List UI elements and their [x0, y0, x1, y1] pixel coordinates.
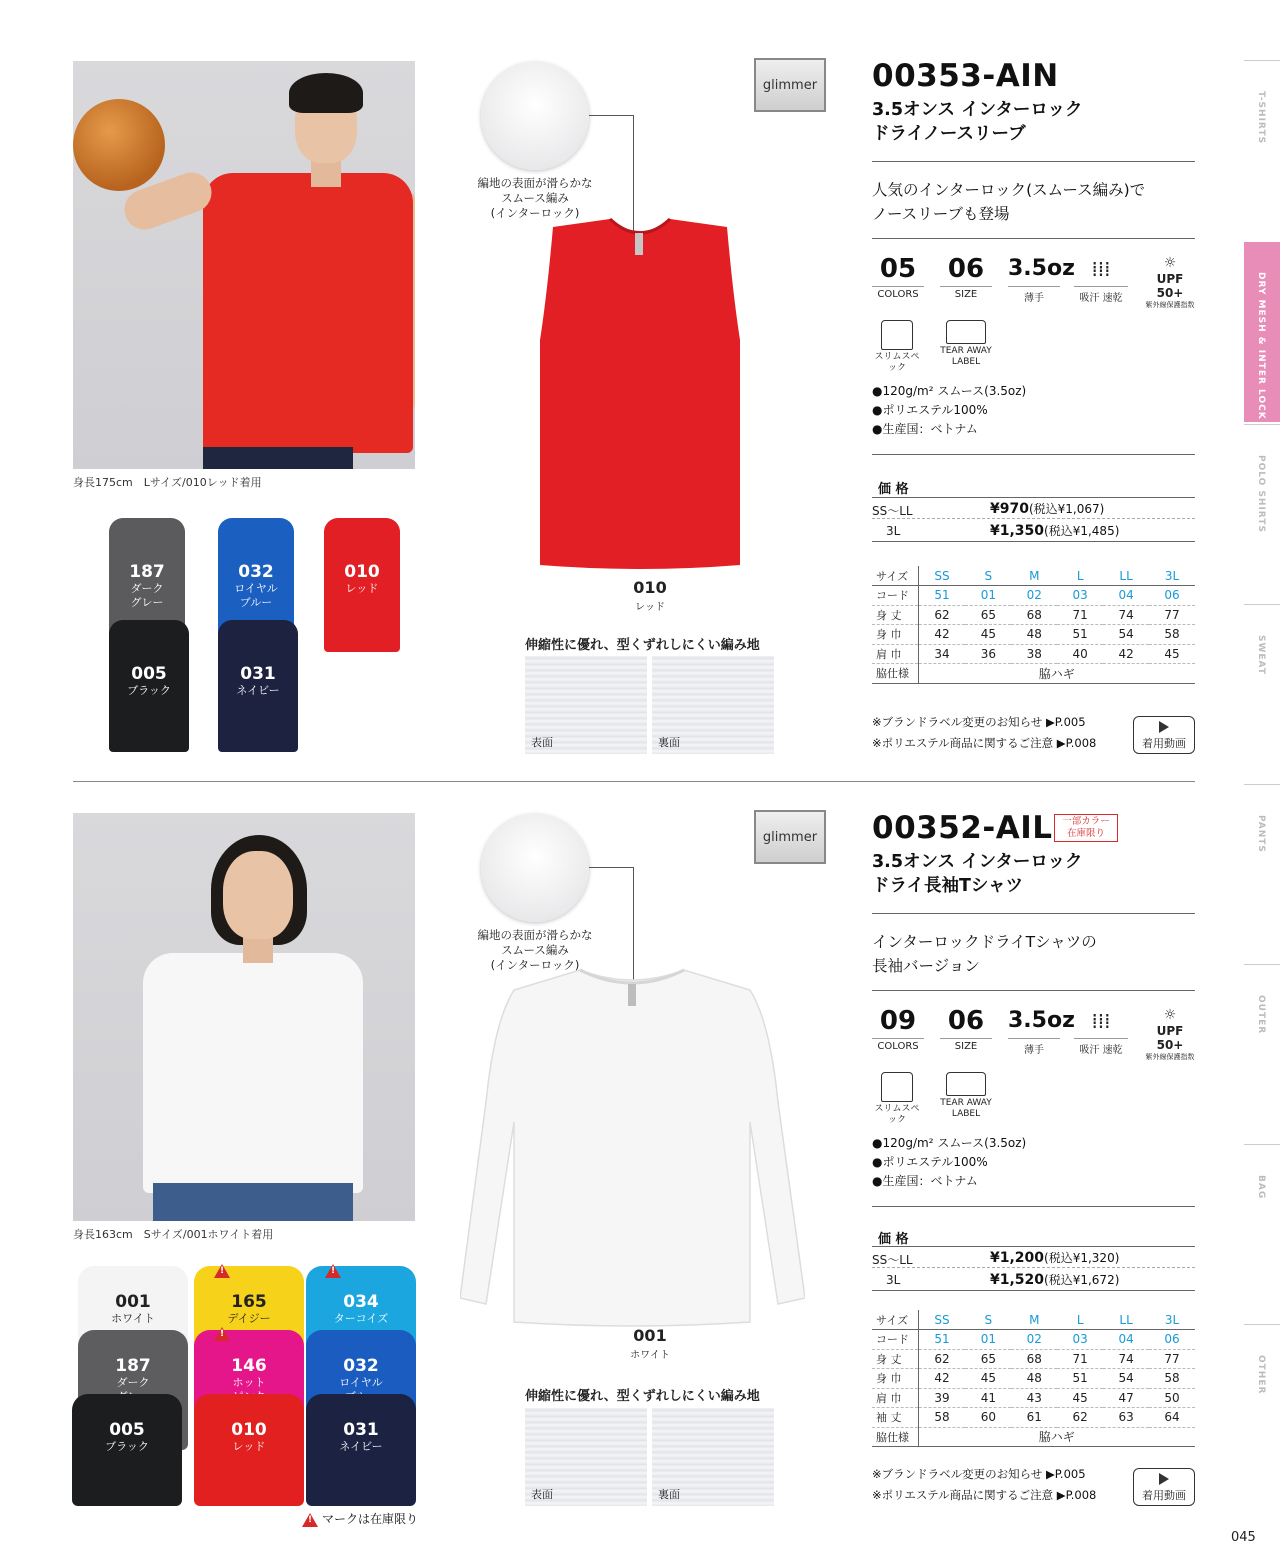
price-value	[990, 1271, 1119, 1288]
size-table-cell: 身 丈	[872, 1349, 918, 1369]
size-table-cell: 77	[1149, 1349, 1195, 1369]
size-table-cell: 68	[1011, 605, 1057, 625]
size-table-cell: 3L	[1149, 566, 1195, 586]
color-swatch[interactable]	[194, 1394, 304, 1506]
size-table-cell: 袖 丈	[872, 1408, 918, 1428]
size-table-cell: 62	[1057, 1408, 1103, 1428]
catch-line: インターロックドライTシャツの	[872, 933, 1097, 951]
size-table-cell: 65	[965, 605, 1011, 625]
size-table	[872, 1310, 1195, 1447]
side-tab-label: BAG	[1256, 1175, 1266, 1200]
size-table-cell: S	[965, 1310, 1011, 1330]
knit-back-image	[652, 656, 774, 754]
main-color-name: レッド	[635, 602, 665, 613]
side-tab-tshirts[interactable]	[1244, 60, 1280, 240]
catch-line: 人気のインターロック(スムース編み)で	[872, 181, 1146, 199]
size-table-cell: 60	[965, 1408, 1011, 1428]
spec-label: SIZE	[940, 1038, 992, 1052]
knit-back-label: 裏面	[658, 1488, 680, 1501]
spec-dry	[1074, 1006, 1128, 1056]
size-table-cell: 42	[918, 1369, 965, 1389]
swatch-code: 031	[240, 664, 276, 684]
side-tab-polo[interactable]	[1244, 424, 1280, 604]
spec-weight	[1008, 254, 1075, 304]
dry-icon: ⁞⁞⁞	[1091, 1009, 1111, 1033]
knit-back-image	[652, 1408, 774, 1506]
divider	[872, 913, 1195, 914]
brand-logo-text: glimmer	[762, 829, 818, 845]
model-jeans	[153, 1183, 353, 1221]
price-heading: 価 格	[878, 1232, 909, 1247]
size-table-cell: LL	[1103, 566, 1149, 586]
size-table-cell: 38	[1011, 644, 1057, 664]
page-number: 045	[1231, 1530, 1256, 1545]
photo-caption: 身長175cm Lサイズ/010レッド着用	[73, 476, 262, 489]
model-hair	[289, 73, 363, 113]
price-size: 3L	[886, 1273, 901, 1287]
size-table-cell: 42	[918, 625, 965, 645]
size-table-cell: S	[965, 566, 1011, 586]
price-row	[872, 520, 1195, 542]
icon-label: スリムスペック	[874, 352, 920, 373]
size-table-cell: サイズ	[872, 566, 918, 586]
fabric-note-line: (インターロック)	[490, 958, 580, 972]
size-table-cell: SS	[918, 1310, 965, 1330]
size-table-cell: 68	[1011, 1349, 1057, 1369]
side-tab-other[interactable]	[1244, 1324, 1280, 1504]
price-amount: ¥1,200	[990, 1250, 1045, 1266]
size-table	[872, 566, 1195, 684]
swatch-code: 005	[109, 1420, 145, 1440]
icon-label: TEAR AWAY LABEL	[940, 1098, 992, 1119]
fabric-closeup-image	[481, 62, 589, 170]
size-table-cell: 肩 巾	[872, 1388, 918, 1408]
size-table-cell: 身 巾	[872, 1369, 918, 1389]
sun-icon: ☼	[1163, 1007, 1177, 1023]
swatch-name: ホワイト	[111, 1312, 155, 1325]
brand-logo-text: glimmer	[762, 77, 818, 93]
size-table-cell: 36	[965, 644, 1011, 664]
fabric-note-line: 編地の表面が滑らかな	[477, 928, 593, 942]
spec-weight	[1008, 1006, 1075, 1056]
spec-colors	[872, 1006, 924, 1052]
side-tab-outer[interactable]	[1244, 964, 1280, 1144]
price-value	[990, 522, 1119, 539]
size-table-cell: 34	[918, 644, 965, 664]
swatch-name: レッド	[345, 582, 379, 595]
fabric-note-line: (インターロック)	[490, 206, 580, 220]
swatch-name: ブラック	[105, 1440, 149, 1453]
size-table-cell: 42	[1103, 644, 1149, 664]
spec-label: 吸汗 速乾	[1074, 286, 1128, 304]
basketball-image	[73, 99, 165, 191]
size-table-cell: M	[1011, 1310, 1057, 1330]
size-table-cell: 61	[1011, 1408, 1057, 1428]
spec-upf	[1142, 1006, 1198, 1062]
bullet: ●ポリエステル100%	[872, 1155, 988, 1169]
swatch-name: ダーク グレー	[130, 582, 164, 609]
price-value	[990, 500, 1104, 517]
side-tab-label: OTHER	[1256, 1355, 1266, 1395]
spec-label: 吸汗 速乾	[1074, 1038, 1128, 1056]
size-table-row	[872, 1349, 1195, 1369]
size-table-cell: 71	[1057, 1349, 1103, 1369]
spec-value: 06	[947, 1006, 985, 1036]
footnote-text: マークは在庫限り	[322, 1512, 419, 1526]
swatch-name: ダーク	[116, 1376, 150, 1389]
swatch-code: 001	[115, 1292, 151, 1312]
size-table-cell: 62	[918, 1349, 965, 1369]
leader-line	[589, 115, 633, 116]
spec-label: 薄手	[1008, 286, 1060, 304]
slim-spec-icon	[872, 320, 922, 374]
size-table-cell: 肩 巾	[872, 644, 918, 664]
catch-line: 長袖バージョン	[872, 957, 980, 975]
product-image-longsleeve	[460, 962, 805, 1332]
product-image-tanktop	[535, 215, 745, 575]
tear-away-label-icon	[936, 1072, 996, 1120]
bullet: ●120g/m² スムース(3.5oz)	[872, 384, 1027, 398]
price-tax: (税込¥1,672)	[1044, 1273, 1120, 1287]
size-table-cell: 50	[1149, 1388, 1195, 1408]
color-swatch[interactable]	[218, 620, 298, 752]
model-longsleeve	[143, 953, 363, 1193]
divider	[872, 1206, 1195, 1207]
knit-title: 伸縮性に優れ、型くずれしにくい編み地	[525, 1389, 760, 1404]
size-table-cell: 63	[1103, 1408, 1149, 1428]
note-link[interactable]: ※ブランドラベル変更のお知らせ ▶P.005	[872, 1467, 1086, 1481]
swatch-code: 010	[231, 1420, 267, 1440]
size-table-cell: 03	[1057, 586, 1103, 606]
size-table-row	[872, 605, 1195, 625]
size-table-row	[872, 664, 1195, 684]
price-amount: ¥970	[990, 501, 1029, 517]
divider	[872, 454, 1195, 455]
price-amount: ¥1,350	[990, 523, 1045, 539]
spec-value: 05	[879, 254, 917, 284]
swatch-name: ロイヤル ブルー	[234, 582, 278, 609]
video-button-label: 着用動画	[1142, 737, 1186, 750]
notes	[872, 712, 1096, 754]
size-table-cell: 48	[1011, 1369, 1057, 1389]
spec-sizes	[940, 254, 992, 300]
swatch-code: 165	[231, 1292, 267, 1312]
size-table-cell: 71	[1057, 605, 1103, 625]
bullet: ●生産国：ベトナム	[872, 1174, 978, 1188]
size-table-cell: 58	[918, 1408, 965, 1428]
size-table-cell: 43	[1011, 1388, 1057, 1408]
size-table-cell: 3L	[1149, 1310, 1195, 1330]
size-table-cell: 04	[1103, 586, 1149, 606]
size-table-cell: 39	[918, 1388, 965, 1408]
model-photo	[73, 61, 415, 469]
swatch-code: 031	[343, 1420, 379, 1440]
product-title-line: 3.5オンス インターロック	[872, 852, 1083, 872]
swatch-name: ロイヤル	[339, 1376, 383, 1389]
product-code: 00352-AIL	[872, 810, 1053, 846]
spec-value: 06	[947, 254, 985, 284]
video-button-label: 着用動画	[1142, 1489, 1186, 1502]
size-table-cell: 45	[965, 1369, 1011, 1389]
size-table-row	[872, 1369, 1195, 1389]
size-table-header	[872, 566, 1195, 586]
tear-away-label-icon	[936, 320, 996, 368]
warning-icon	[302, 1513, 318, 1527]
size-table-cell: L	[1057, 1310, 1103, 1330]
size-table-cell: 54	[1103, 625, 1149, 645]
swatch-code: 187	[115, 1356, 151, 1376]
size-table-cell: 身 巾	[872, 625, 918, 645]
size-table-cell: 06	[1149, 586, 1195, 606]
knit-front-label: 表面	[531, 1488, 553, 1501]
color-swatch[interactable]	[109, 620, 189, 752]
video-button[interactable]	[1133, 716, 1195, 754]
size-table-cell: 02	[1011, 1330, 1057, 1350]
price-tax: (税込¥1,067)	[1028, 502, 1105, 516]
price-size: SS〜LL	[872, 1253, 913, 1267]
warning-icon	[214, 1327, 230, 1341]
note-link[interactable]: ※ポリエステル商品に関するご注意 ▶P.008	[872, 736, 1097, 750]
size-table-cell: M	[1011, 566, 1057, 586]
size-table-cell: 54	[1103, 1369, 1149, 1389]
price-row	[872, 1269, 1195, 1291]
swatch-code: 005	[131, 664, 167, 684]
note-link[interactable]: ※ブランドラベル変更のお知らせ ▶P.005	[872, 715, 1086, 729]
side-tab-dry-mesh[interactable]	[1244, 242, 1280, 422]
knit-back-label: 裏面	[658, 736, 680, 749]
size-table-cell: L	[1057, 566, 1103, 586]
size-table-cell: 74	[1103, 1349, 1149, 1369]
play-icon	[1159, 1473, 1169, 1485]
size-table-cell: 04	[1103, 1330, 1149, 1350]
price-row	[872, 497, 1195, 519]
brand-logo	[754, 58, 826, 112]
size-table-cell: 01	[965, 1330, 1011, 1350]
swatch-name: デイジー	[227, 1312, 271, 1325]
spec-value: 3.5oz	[1008, 256, 1075, 281]
swatch-name: ターコイズ	[333, 1312, 389, 1325]
bullet: ●120g/m² スムース(3.5oz)	[872, 1136, 1027, 1150]
catch-copy	[872, 178, 1145, 226]
size-table-cell: 47	[1103, 1388, 1149, 1408]
side-tab-pants[interactable]	[1244, 784, 1280, 964]
product-title-line: ドライノースリーブ	[872, 124, 1026, 144]
swatch-code: 146	[231, 1356, 267, 1376]
catch-line: ノースリーブも登場	[872, 205, 1010, 223]
swatch-code: 032	[238, 562, 274, 582]
side-tab-bag[interactable]	[1244, 1144, 1280, 1324]
size-table-row	[872, 1330, 1195, 1350]
product-00352-ail	[0, 752, 1240, 1512]
swatch-name: ネイビー	[339, 1440, 383, 1453]
side-tab-sweat[interactable]	[1244, 604, 1280, 784]
size-table-cell: 脇ハギ	[918, 664, 1195, 684]
side-tab-label: SWEAT	[1256, 635, 1266, 675]
model-head	[223, 851, 293, 939]
model-tanktop	[203, 173, 413, 453]
spec-label: 薄手	[1008, 1038, 1060, 1056]
spec-bullets	[872, 382, 1026, 439]
model-photo	[73, 813, 415, 1221]
limited-stock-badge: 一部カラー 在庫限り	[1054, 814, 1118, 842]
size-table-cell: サイズ	[872, 1310, 918, 1330]
play-icon	[1159, 721, 1169, 733]
product-title-line: 3.5オンス インターロック	[872, 100, 1083, 120]
product-00353-ain	[0, 0, 1240, 760]
size-table-cell: 58	[1149, 1369, 1195, 1389]
color-swatch[interactable]	[324, 518, 400, 652]
fabric-note-line: スムース編み	[501, 943, 569, 957]
main-color-name: ホワイト	[630, 1350, 670, 1361]
spec-upf	[1142, 254, 1198, 310]
price-size: 3L	[886, 524, 901, 538]
product-code: 00353-AIN	[872, 58, 1059, 94]
size-table-cell: 41	[965, 1388, 1011, 1408]
spec-bullets	[872, 1134, 1026, 1191]
swatch-code: 032	[343, 1356, 379, 1376]
swatch-name: ネイビー	[236, 684, 280, 697]
spec-value: 09	[879, 1006, 917, 1036]
fabric-note-line: 編地の表面が滑らかな	[477, 176, 593, 190]
warning-icon	[214, 1264, 230, 1278]
size-table-row	[872, 644, 1195, 664]
dry-icon: ⁞⁞⁞	[1091, 257, 1111, 281]
knit-front-image	[525, 656, 647, 754]
size-table-cell: 64	[1149, 1408, 1195, 1428]
sun-icon: ☼	[1163, 255, 1177, 271]
size-table-cell: 51	[918, 586, 965, 606]
note-link[interactable]: ※ポリエステル商品に関するご注意 ▶P.008	[872, 1488, 1097, 1502]
catch-copy	[872, 930, 1097, 978]
price-heading: 価 格	[878, 482, 909, 497]
size-table-cell: 51	[1057, 625, 1103, 645]
price-row	[872, 1246, 1195, 1268]
stock-footnote	[302, 1510, 418, 1527]
bullet: ●ポリエステル100%	[872, 403, 988, 417]
spec-sizes	[940, 1006, 992, 1052]
side-tab-label: OUTER	[1256, 995, 1266, 1035]
size-table-row	[872, 586, 1195, 606]
color-swatch[interactable]	[72, 1394, 182, 1506]
size-table-cell: コード	[872, 586, 918, 606]
photo-caption: 身長163cm Sサイズ/001ホワイト着用	[73, 1228, 274, 1241]
spec-label: COLORS	[872, 1038, 924, 1052]
bullet: ●生産国：ベトナム	[872, 422, 978, 436]
slim-spec-icon	[872, 1072, 922, 1126]
size-table-cell: 65	[965, 1349, 1011, 1369]
size-table-cell: 脇仕様	[872, 664, 918, 684]
size-table-cell: 40	[1057, 644, 1103, 664]
size-table-header	[872, 1310, 1195, 1330]
size-table-cell: 03	[1057, 1330, 1103, 1350]
swatch-name: ホット	[232, 1376, 266, 1389]
size-table-cell: 45	[1149, 644, 1195, 664]
swatch-name: レッド	[232, 1440, 266, 1453]
swatch-code: 010	[344, 562, 380, 582]
size-table-cell: 58	[1149, 625, 1195, 645]
spec-label: SIZE	[940, 286, 992, 300]
icon-label: スリムスペック	[874, 1104, 920, 1125]
size-table-row	[872, 625, 1195, 645]
swatch-code: 187	[129, 562, 165, 582]
size-table-cell: 51	[918, 1330, 965, 1350]
size-table-row	[872, 1408, 1195, 1428]
price-value	[990, 1249, 1119, 1266]
size-table-cell: 脇ハギ	[918, 1427, 1195, 1447]
size-table-cell: コード	[872, 1330, 918, 1350]
price-tax: (税込¥1,320)	[1044, 1251, 1120, 1265]
color-swatch[interactable]	[306, 1394, 416, 1506]
price-size: SS〜LL	[872, 504, 913, 518]
size-table-row	[872, 1427, 1195, 1447]
upf-label: 紫外線保護指数	[1145, 1053, 1195, 1061]
product-title	[872, 98, 1083, 146]
size-table-cell: 45	[1057, 1388, 1103, 1408]
upf-value: UPF 50+	[1156, 272, 1184, 300]
fabric-closeup-image	[481, 814, 589, 922]
size-table-cell: 身 丈	[872, 605, 918, 625]
size-table-cell: 48	[1011, 625, 1057, 645]
upf-value: UPF 50+	[1156, 1024, 1184, 1052]
knit-front-label: 表面	[531, 736, 553, 749]
spec-label: COLORS	[872, 286, 924, 300]
size-table-row	[872, 1388, 1195, 1408]
knit-front-image	[525, 1408, 647, 1506]
model-pants	[203, 447, 353, 469]
product-title-line: ドライ長袖Tシャツ	[872, 876, 1024, 896]
side-tab-label: T-SHIRTS	[1256, 91, 1266, 145]
size-table-cell: 62	[918, 605, 965, 625]
swatch-name: ブラック	[127, 684, 171, 697]
main-color-code: 001	[633, 1326, 667, 1345]
size-table-cell: 01	[965, 586, 1011, 606]
spec-dry	[1074, 254, 1128, 304]
spec-value: 3.5oz	[1008, 1008, 1075, 1033]
notes	[872, 1464, 1096, 1506]
size-table-cell: 45	[965, 625, 1011, 645]
side-tab-label: PANTS	[1256, 815, 1266, 853]
swatch-code: 034	[343, 1292, 379, 1312]
size-table-cell: 02	[1011, 586, 1057, 606]
divider	[872, 238, 1195, 239]
price-tax: (税込¥1,485)	[1044, 524, 1120, 538]
knit-title: 伸縮性に優れ、型くずれしにくい編み地	[525, 638, 760, 653]
side-tab-label: DRY MESH & INTER LOCK	[1256, 272, 1266, 420]
size-table-cell: 77	[1149, 605, 1195, 625]
fabric-note-line: スムース編み	[501, 191, 569, 205]
size-table-cell: 06	[1149, 1330, 1195, 1350]
leader-line	[589, 867, 633, 868]
divider	[872, 990, 1195, 991]
size-table-cell: 51	[1057, 1369, 1103, 1389]
size-table-cell: LL	[1103, 1310, 1149, 1330]
video-button[interactable]	[1133, 1468, 1195, 1506]
main-color-code: 010	[633, 578, 667, 597]
size-table-cell: 脇仕様	[872, 1427, 918, 1447]
side-tab-label: POLO SHIRTS	[1256, 455, 1266, 533]
brand-logo	[754, 810, 826, 864]
spec-colors	[872, 254, 924, 300]
upf-label: 紫外線保護指数	[1145, 301, 1195, 309]
size-table-cell: 74	[1103, 605, 1149, 625]
price-amount: ¥1,520	[990, 1272, 1045, 1288]
warning-icon	[325, 1264, 341, 1278]
divider	[872, 161, 1195, 162]
size-table-cell: SS	[918, 566, 965, 586]
icon-label: TEAR AWAY LABEL	[940, 346, 992, 367]
product-title	[872, 850, 1083, 898]
